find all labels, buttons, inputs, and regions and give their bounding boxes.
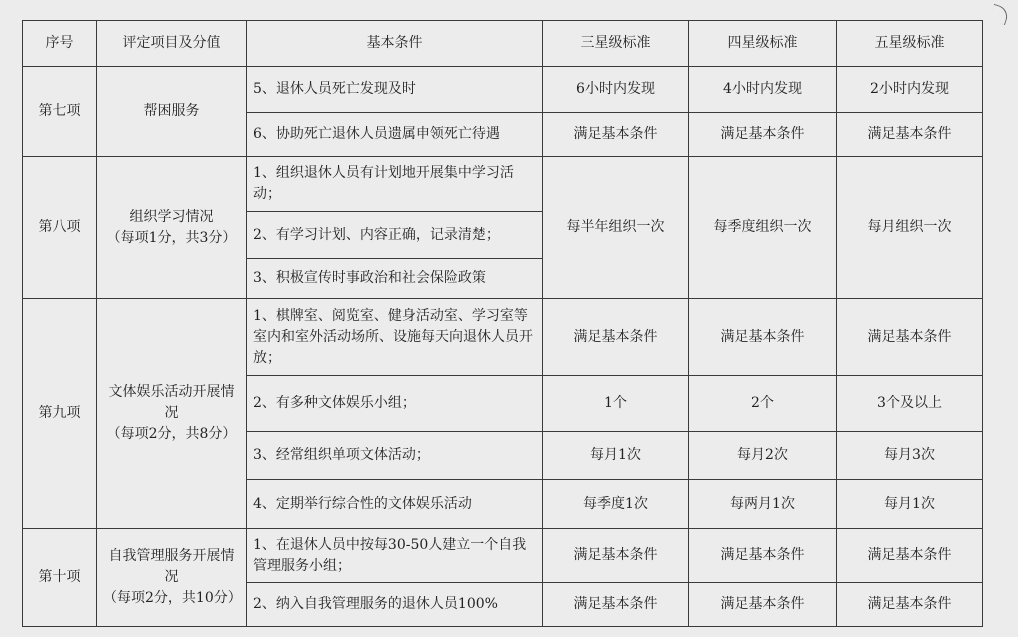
four-star-cell: 每季度组织一次 [689, 157, 837, 299]
condition-cell: 2、有学习计划、内容正确，记录清楚； [247, 212, 543, 259]
table-row [23, 67, 983, 113]
three-star-cell: 6小时内发现 [543, 67, 689, 113]
three-star-cell: 满足基本条件 [543, 529, 689, 583]
header-item: 评定项目及分值 [97, 21, 247, 67]
five-star-cell: 每月1次 [837, 480, 983, 529]
condition-cell: 4、定期举行综合性的文体娱乐活动 [247, 480, 543, 529]
condition-cell: 3、积极宣传时事政治和社会保险政策 [247, 259, 543, 299]
standards-table [22, 20, 983, 627]
condition-cell: 2、纳入自我管理服务的退休人员100% [247, 583, 543, 627]
four-star-cell: 每两月1次 [689, 480, 837, 529]
condition-cell: 5、退休人员死亡发现及时 [247, 67, 543, 113]
header-condition: 基本条件 [247, 21, 543, 67]
item-cell: 帮困服务 [97, 67, 247, 157]
three-star-cell: 每半年组织一次 [543, 157, 689, 299]
header-seq: 序号 [23, 21, 97, 67]
three-star-cell: 每月1次 [543, 432, 689, 480]
four-star-cell: 每月2次 [689, 432, 837, 480]
condition-cell: 1、棋牌室、阅览室、健身活动室、学习室等室内和室外活动场所、设施每天向退休人员开放； [247, 299, 543, 376]
item-cell: 组织学习情况 （每项1分，共3分） [97, 157, 247, 299]
pen-mark-icon [989, 4, 1010, 25]
five-star-cell: 满足基本条件 [837, 299, 983, 376]
table-row [23, 529, 983, 583]
three-star-cell: 满足基本条件 [543, 113, 689, 157]
four-star-cell: 2个 [689, 376, 837, 432]
item-cell: 自我管理服务开展情况 （每项2分，共10分） [97, 529, 247, 627]
header-three-star: 三星级标准 [543, 21, 689, 67]
four-star-cell: 满足基本条件 [689, 583, 837, 627]
three-star-cell: 1个 [543, 376, 689, 432]
condition-cell: 1、在退休人员中按每30-50人建立一个自我管理服务小组； [247, 529, 543, 583]
seq-cell: 第九项 [23, 299, 97, 529]
five-star-cell: 3个及以上 [837, 376, 983, 432]
condition-cell: 6、协助死亡退休人员遗属申领死亡待遇 [247, 113, 543, 157]
five-star-cell: 每月组织一次 [837, 157, 983, 299]
five-star-cell: 2小时内发现 [837, 67, 983, 113]
five-star-cell: 满足基本条件 [837, 113, 983, 157]
header-four-star: 四星级标准 [689, 21, 837, 67]
condition-cell: 2、有多种文体娱乐小组； [247, 376, 543, 432]
item-cell: 文体娱乐活动开展情况 （每项2分，共8分） [97, 299, 247, 529]
five-star-cell: 满足基本条件 [837, 529, 983, 583]
three-star-cell: 满足基本条件 [543, 583, 689, 627]
three-star-cell: 每季度1次 [543, 480, 689, 529]
four-star-cell: 满足基本条件 [689, 113, 837, 157]
condition-cell: 3、经常组织单项文体活动； [247, 432, 543, 480]
seq-cell: 第八项 [23, 157, 97, 299]
four-star-cell: 满足基本条件 [689, 529, 837, 583]
table-row [23, 157, 983, 212]
four-star-cell: 4小时内发现 [689, 67, 837, 113]
seq-cell: 第十项 [23, 529, 97, 627]
header-row [23, 21, 983, 67]
condition-cell: 1、组织退休人员有计划地开展集中学习活动； [247, 157, 543, 212]
three-star-cell: 满足基本条件 [543, 299, 689, 376]
header-five-star: 五星级标准 [837, 21, 983, 67]
five-star-cell: 每月3次 [837, 432, 983, 480]
seq-cell: 第七项 [23, 67, 97, 157]
four-star-cell: 满足基本条件 [689, 299, 837, 376]
five-star-cell: 满足基本条件 [837, 583, 983, 627]
table-row [23, 299, 983, 376]
